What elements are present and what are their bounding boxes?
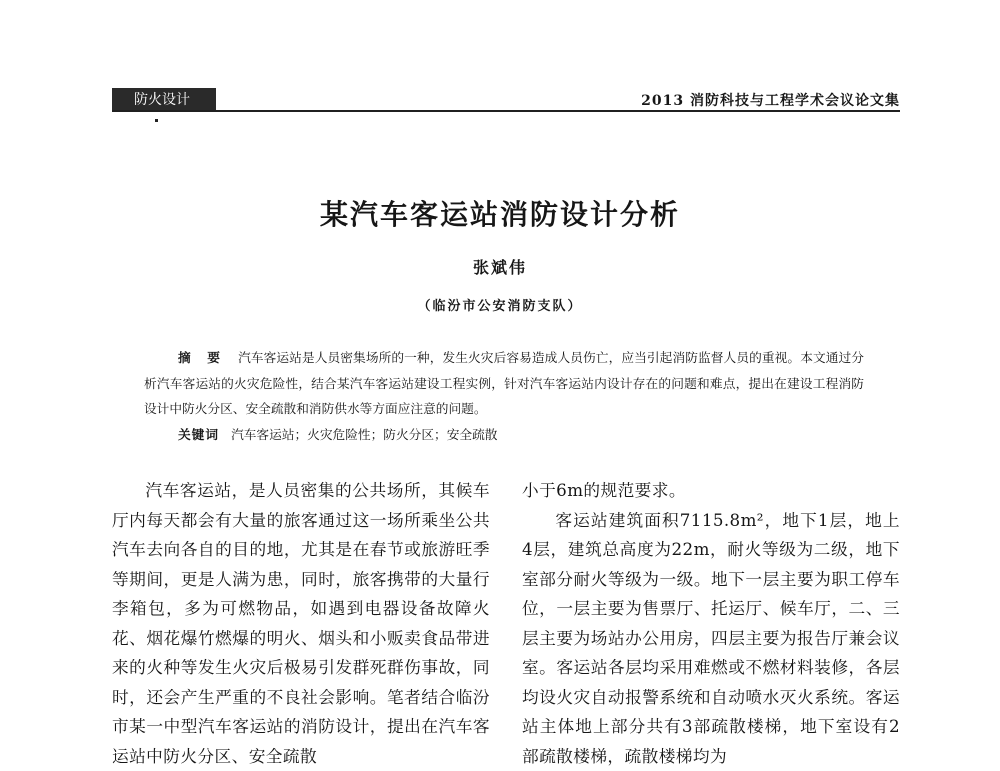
abstract [144, 345, 864, 422]
body-line: 小于6m的规范要求。 [522, 476, 900, 506]
body-column-left [112, 476, 490, 771]
abstract-label: 摘 要 [178, 350, 226, 365]
header-rule [112, 110, 900, 112]
keywords [178, 422, 498, 447]
paper-author: 张斌伟 [0, 255, 1000, 278]
journal-title: 2013 消防科技与工程学术会议论文集 [641, 90, 900, 110]
body-paragraph: 客运站建筑面积7115.8m²，地下1层，地上4层，建筑总高度为22m，耐火等级为二级，地下室部分耐火等级为一级。地下一层主要为职工停车位，一层主要为售票厅、托运厅、候车厅，二、三层主要为场站办公用房，四层主要为报告厅兼会议室。客运站各层均采用难燃或不燃材料装修，各层均设火灾自动报警系统和自动喷水灭火系统。客运站主体地上部分共有3部疏散楼梯，地下室设有2部疏散楼梯，疏散楼梯均为 [522, 506, 900, 771]
body-column-right [522, 476, 900, 771]
section-tag: 防火设计 [112, 88, 216, 112]
paper-title: 某汽车客运站消防设计分析 [0, 193, 1000, 233]
body-paragraph: 汽车客运站，是人员密集的公共场所，其候车厅内每天都会有大量的旅客通过这一场所乘坐公共汽车去向各自的目的地，尤其是在春节或旅游旺季等期间，更是人满为患，同时，旅客携带的大量行李箱包，多为可燃物品，如遇到电器设备故障火花、烟花爆竹燃爆的明火、烟头和小贩卖食品带进来的火种等发生火灾后极易引发群死群伤事故，同时，还会产生严重的不良社会影响。笔者结合临汾市某一中型汽车客运站的消防设计，提出在汽车客运站中防火分区、安全疏散 [112, 476, 490, 771]
author-affiliation: （临汾市公安消防支队） [0, 295, 1000, 314]
abstract-text: 汽车客运站是人员密集场所的一种，发生火灾后容易造成人员伤亡，应当引起消防监督人员的重视。本文通过分析汽车客运站的火灾危险性，结合某汽车客运站建设工程实例，针对汽车客运站内设计存在的问题和难点，提出在建设工程消防设计中防火分区、安全疏散和消防供水等方面应注意的问题。 [144, 350, 864, 416]
keywords-label: 关键词 [178, 427, 219, 442]
speck-dot [155, 119, 158, 122]
page-header [112, 88, 900, 112]
keywords-text: 汽车客运站；火灾危险性；防火分区；安全疏散 [231, 427, 497, 442]
